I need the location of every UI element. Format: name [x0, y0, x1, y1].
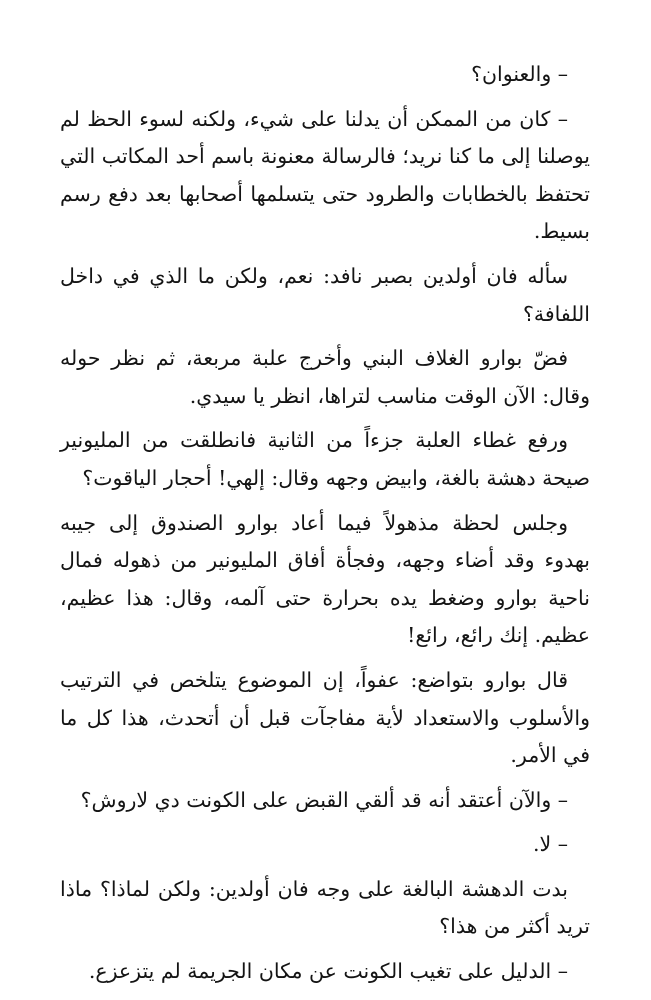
narration-paragraph-millionaire: وجلس لحظة مذهولاً فيما أعاد بوارو الصندوق إلى جيبه بهدوء وقد أضاء وجهه، وفجأة أفاق المليونير من ذهوله فمال ناحية بوارو وضغط يده بحرارة حتى آلمه، وقال: هذا عظيم، عظيم. إنك رائع، رائع!: [60, 510, 590, 648]
narration-paragraph-poirot: قال بوارو بتواضع: عفواً، إن الموضوع يتلخص في الترتيب والأسلوب والاستعداد لأية مفاجآت قبل أن أتحدث، هذا كل ما في الأمر.: [60, 667, 590, 768]
dialogue-line-alibi: – الدليل على تغيب الكونت عن مكان الجريمة لم يتزعزع.: [88, 959, 568, 984]
narration-paragraph-question: سأله فان أولدين بصبر نافد: نعم، ولكن ما الذي في داخل اللفافة؟: [60, 263, 590, 326]
dialogue-paragraph-letter: – كان من الممكن أن يدلنا على شيء، ولكنه لسوء الحظ لم يوصلنا إلى ما كنا نريد؛ فالرسالة معنونة باسم أحد المكاتب التي تحتفظ بالخطابات والطرود حتى يتسلمها أصحابها بعد دفع رسم بسيط.: [60, 106, 590, 244]
dialogue-line-address: – والعنوان؟: [471, 62, 568, 86]
book-page-text: [60, 56, 590, 998]
dialogue-line-arrest: – والآن أعتقد أنه قد ألقي القبض على الكونت دي لاروش؟: [80, 787, 568, 812]
narration-paragraph-rubies: ورفع غطاء العلبة جزءاً من الثانية فانطلقت من المليونير صيحة دهشة بالغة، وابيض وجهه وقال: إلهي! أحجار الياقوت؟: [60, 428, 590, 490]
narration-paragraph-surprise: بدت الدهشة البالغة على وجه فان أولدين: ولكن لماذا؟ ماذا تريد أكثر من هذا؟: [60, 876, 590, 939]
dialogue-line-no: – لا.: [533, 832, 568, 857]
narration-paragraph-box: فضّ بوارو الغلاف البني وأخرج علبة مربعة، ثم نظر حوله وقال: الآن الوقت مناسب لتراها، انظر يا سيدي.: [60, 346, 590, 408]
